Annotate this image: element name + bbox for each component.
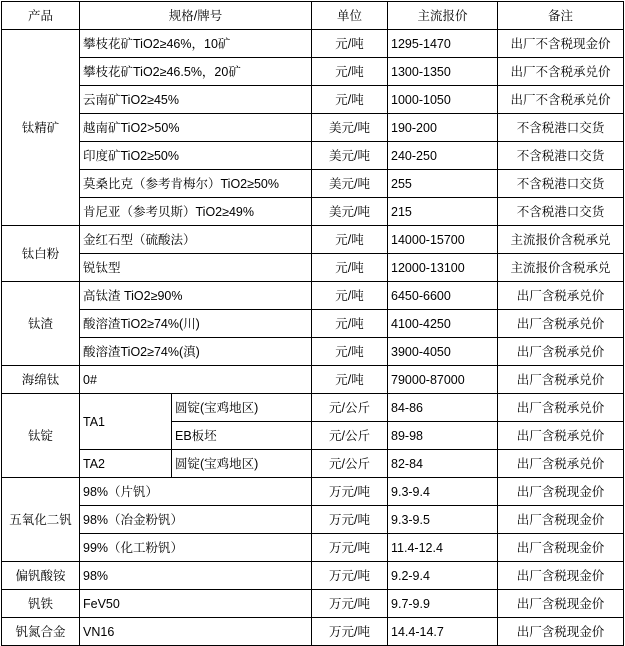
spec-cell: 攀枝花矿TiO2≥46%，10矿 [80,30,312,58]
table-row [2,86,624,114]
table-row [2,226,624,254]
column-header-price: 主流报价 [388,2,498,30]
product-category-cell: 钒氮合金 [2,618,80,646]
spec-cell: 莫桑比克（参考肯梅尔）TiO2≥50% [80,170,312,198]
spec-cell: 高钛渣 TiO2≥90% [80,282,312,310]
unit-cell: 美元/吨 [312,198,388,226]
spec-cell: 0# [80,366,312,394]
table-row [2,198,624,226]
price-cell: 9.3-9.4 [388,478,498,506]
table-header [2,2,624,30]
unit-cell: 元/吨 [312,30,388,58]
spec-cell: 金红石型（硫酸法） [80,226,312,254]
product-category-cell: 钒铁 [2,590,80,618]
spec-detail-cell: 圆锭(宝鸡地区) [172,450,312,478]
unit-cell: 元/吨 [312,366,388,394]
product-category-cell: 偏钒酸铵 [2,562,80,590]
price-cell: 9.2-9.4 [388,562,498,590]
unit-cell: 万元/吨 [312,618,388,646]
unit-cell: 元/吨 [312,254,388,282]
note-cell: 出厂含税承兑价 [498,366,624,394]
note-cell: 主流报价含税承兑 [498,226,624,254]
note-cell: 出厂含税承兑价 [498,422,624,450]
spec-cell: 98% [80,562,312,590]
price-cell: 82-84 [388,450,498,478]
column-header-note: 备注 [498,2,624,30]
table-row [2,338,624,366]
price-cell: 1000-1050 [388,86,498,114]
unit-cell: 万元/吨 [312,506,388,534]
price-cell: 9.3-9.5 [388,506,498,534]
price-cell: 6450-6600 [388,282,498,310]
spec-cell: 99%（化工粉钒） [80,534,312,562]
note-cell: 出厂含税现金价 [498,562,624,590]
note-cell: 出厂含税承兑价 [498,338,624,366]
price-cell: 89-98 [388,422,498,450]
unit-cell: 万元/吨 [312,590,388,618]
spec-cell: 攀枝花矿TiO2≥46.5%，20矿 [80,58,312,86]
spec-detail-cell: EB板坯 [172,422,312,450]
price-cell: 79000-87000 [388,366,498,394]
price-cell: 1295-1470 [388,30,498,58]
note-cell: 不含税港口交货 [498,198,624,226]
table-body [2,30,624,646]
column-header-product: 产品 [2,2,80,30]
column-header-unit: 单位 [312,2,388,30]
unit-cell: 美元/吨 [312,114,388,142]
spec-cell: 酸溶渣TiO2≥74%(滇) [80,338,312,366]
spec-cell: 云南矿TiO2≥45% [80,86,312,114]
note-cell: 出厂含税承兑价 [498,394,624,422]
note-cell: 出厂不含税承兑价 [498,58,624,86]
product-category-cell: 五氧化二钒 [2,478,80,562]
spec-cell: 越南矿TiO2>50% [80,114,312,142]
column-header-spec: 规格/牌号 [80,2,312,30]
unit-cell: 元/吨 [312,226,388,254]
unit-cell: 美元/吨 [312,170,388,198]
spec-grade-cell: TA1 [80,394,172,450]
product-category-cell: 钛渣 [2,282,80,366]
unit-cell: 元/公斤 [312,450,388,478]
note-cell: 出厂不含税承兑价 [498,86,624,114]
table-row [2,366,624,394]
unit-cell: 美元/吨 [312,142,388,170]
spec-cell: 酸溶渣TiO2≥74%(川) [80,310,312,338]
note-cell: 出厂含税现金价 [498,618,624,646]
unit-cell: 元/吨 [312,338,388,366]
unit-cell: 元/公斤 [312,394,388,422]
note-cell: 出厂不含税现金价 [498,30,624,58]
table-row [2,590,624,618]
note-cell: 出厂含税承兑价 [498,450,624,478]
note-cell: 不含税港口交货 [498,114,624,142]
spec-cell: 锐钛型 [80,254,312,282]
price-cell: 11.4-12.4 [388,534,498,562]
table-row [2,170,624,198]
product-category-cell: 海绵钛 [2,366,80,394]
spec-cell: 98%（片钒） [80,478,312,506]
price-cell: 4100-4250 [388,310,498,338]
price-cell: 84-86 [388,394,498,422]
price-cell: 240-250 [388,142,498,170]
table-row [2,534,624,562]
product-category-cell: 钛精矿 [2,30,80,226]
note-cell: 出厂含税现金价 [498,590,624,618]
price-cell: 12000-13100 [388,254,498,282]
table-row [2,254,624,282]
note-cell: 出厂含税现金价 [498,534,624,562]
price-cell: 215 [388,198,498,226]
unit-cell: 元/吨 [312,310,388,338]
price-table [1,1,624,646]
table-row [2,114,624,142]
price-cell: 14.4-14.7 [388,618,498,646]
unit-cell: 元/公斤 [312,422,388,450]
table-row [2,310,624,338]
price-cell: 14000-15700 [388,226,498,254]
spec-cell: 肯尼亚（参考贝斯）TiO2≥49% [80,198,312,226]
price-cell: 190-200 [388,114,498,142]
spec-cell: FeV50 [80,590,312,618]
table-row [2,478,624,506]
table-row [2,450,624,478]
note-cell: 主流报价含税承兑 [498,254,624,282]
table-row [2,394,624,422]
table-row [2,30,624,58]
table-row [2,142,624,170]
note-cell: 不含税港口交货 [498,142,624,170]
unit-cell: 元/吨 [312,58,388,86]
note-cell: 出厂含税现金价 [498,478,624,506]
spec-cell: 98%（冶金粉钒） [80,506,312,534]
unit-cell: 万元/吨 [312,562,388,590]
price-cell: 3900-4050 [388,338,498,366]
unit-cell: 元/吨 [312,86,388,114]
note-cell: 出厂含税现金价 [498,506,624,534]
price-cell: 9.7-9.9 [388,590,498,618]
note-cell: 出厂含税承兑价 [498,310,624,338]
spec-cell: 印度矿TiO2≥50% [80,142,312,170]
table-row [2,562,624,590]
note-cell: 不含税港口交货 [498,170,624,198]
note-cell: 出厂含税承兑价 [498,282,624,310]
spec-detail-cell: 圆锭(宝鸡地区) [172,394,312,422]
spec-grade-cell: TA2 [80,450,172,478]
table-row [2,618,624,646]
unit-cell: 元/吨 [312,282,388,310]
table-row [2,58,624,86]
product-category-cell: 钛白粉 [2,226,80,282]
price-cell: 255 [388,170,498,198]
table-row [2,282,624,310]
price-cell: 1300-1350 [388,58,498,86]
spec-cell: VN16 [80,618,312,646]
table-header-row [2,2,624,30]
unit-cell: 万元/吨 [312,478,388,506]
unit-cell: 万元/吨 [312,534,388,562]
product-category-cell: 钛锭 [2,394,80,478]
table-row [2,506,624,534]
